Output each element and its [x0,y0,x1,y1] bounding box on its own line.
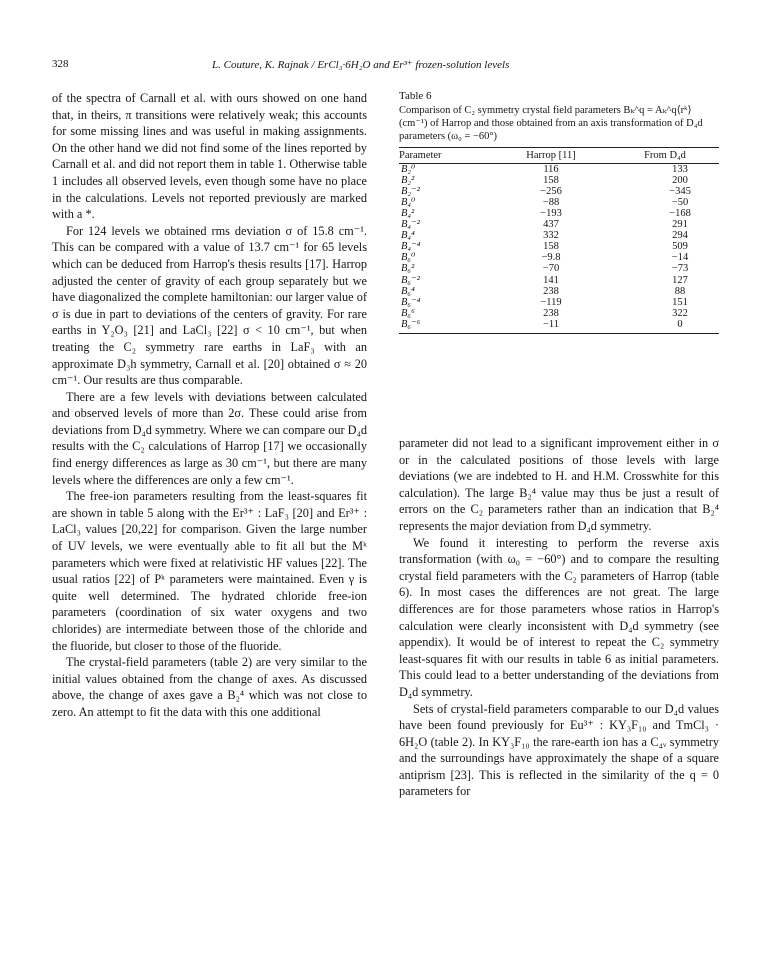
parameter-cell: B₂⁰ [401,163,416,175]
harrop-value-cell: 238 [543,307,559,319]
left-column [52,90,367,721]
d4d-value-cell: 151 [672,296,688,308]
parameter-cell: B₄⁻⁴ [401,241,421,253]
d4d-value-cell: 133 [672,163,688,175]
d4d-value-cell: 200 [672,174,688,186]
harrop-value-cell: 141 [543,274,559,286]
parameter-cell: B₆⁰ [401,252,416,264]
table-row [399,219,719,230]
table-row [399,175,719,186]
table-row [399,186,719,197]
d4d-value-cell: −345 [669,185,691,197]
parameter-cell: B₄⁰ [401,196,416,208]
table-row [399,297,719,308]
parameter-cell: B₂⁻² [401,185,420,197]
harrop-value-cell: −70 [542,263,560,275]
body-paragraph: There are a few levels with deviations between calculated and observed levels of more than 2σ. These could arise from deviations from D₄d symmetry. Where we can compare our D₄d results with the C₂ calculations of Harrop [17] we occasionally find energy differences as large as 30 cm⁻¹, but there are many levels where the differences are only a few cm⁻¹. [52,389,367,487]
body-paragraph: For 124 levels we obtained rms deviation σ of 15.8 cm⁻¹. This can be compared with a value of 13.7 cm⁻¹ for 65 levels which can be deduced from Harrop's thesis results [17]. Harrop adjusted the center of gravity of each group separately but we have diagonalized the complete hamiltonian: our larger value of σ is due in part to deviations of the centers of gravity. For rare earths in Y₂O₃ [21] and LaCl₃ [22] σ < 10 cm⁻¹, but when treating the C₂ symmetry rare earths in LaF₃ with an approximate D₃h symmetry, Carnall et al. [20] obtained σ ≈ 20 cm⁻¹. Our results are thus comparable. [52,223,367,388]
body-paragraph: Sets of crystal-field parameters comparable to our D₄d values have been found previously for Eu³⁺ : KY₃F₁₀ and TmCl₃ · 6H₂O (table 2). In KY₃F₁₀ the rare-earth ion has a C₄ᵥ symmetry and the surroundings have approximately the shape of a square antiprism [23]. This is reflected in the similarity of the q = 0 parameters for [399,701,719,799]
column-header-harrop: Harrop [11] [491,147,611,163]
d4d-value-cell: 294 [672,230,688,242]
column-header-parameter: Parameter [399,147,491,163]
table-6 [399,89,719,334]
table-row [399,230,719,241]
harrop-value-cell: −193 [540,207,562,219]
parameter-cell: B₆⁴ [401,285,415,297]
d4d-value-cell: 322 [672,307,688,319]
body-paragraph: We found it interesting to perform the reverse axis transformation (with ω₀ = −60°) and to compare the resulting crystal field parameters with the C₂ parameters of Harrop (table 6). In most cases the differences are not great. The large differences are for those parameters whose ratios in Harrop's calculation were clearly inconsistent with D₄d symmetry (see appendix). It would be of interest to repeat the C₂ symmetry least-squares fit with our results in table 6 as initial parameters. This could lead to a better understanding of the deviations from D₄d symmetry. [399,535,719,699]
table-row [399,241,719,252]
harrop-value-cell: −256 [540,185,562,197]
parameter-cell: B₄² [401,207,415,219]
harrop-value-cell: 158 [543,174,559,186]
table-row [399,197,719,208]
page-header [0,58,768,74]
table-row [399,319,719,333]
body-paragraph: The crystal-field parameters (table 2) are very similar to the initial values obtained from the change of axes. As discussed above, the change of axes gave a B₂⁴ which was not close to zero. An attempt to fit the data with this one additional [52,655,367,719]
column-header-from-d4d: From D₄d [611,147,719,163]
table-bottom-rule [399,333,719,334]
table-row [399,263,719,274]
harrop-value-cell: 238 [543,285,559,297]
body-paragraph: The free-ion parameters resulting from the least-squares fit are shown in table 5 along with the Er³⁺ : LaF₃ [20] and Er³⁺ : LaCl₃ values [20,22] for comparison. Given the large number of UV levels, we were eventually able to fit all but the Mᵏ parameters which were fixed at relativistic HF values [22]. The usual ratios [22] of Pᵏ parameters were maintained. Even γ is quite well determined. The hydrated chloride free-ion parameters (coordination of six water oxygens and two chlorides) are intermediate between those of the chloride and the fluoride, but closer to those of the fluoride. [52,489,367,653]
parameter-cell: B₆⁻⁴ [401,296,421,308]
page-number: 328 [52,58,69,70]
harrop-value-cell: 332 [543,230,559,242]
parameter-cell: B₄⁻² [401,219,420,231]
harrop-value-cell: −11 [542,318,560,330]
crystal-field-table [399,147,719,333]
parameter-cell: B₄⁴ [401,230,415,242]
d4d-value-cell: 127 [672,274,688,286]
d4d-value-cell: −168 [669,207,691,219]
d4d-value-cell: 291 [672,219,688,231]
parameter-cell: B₂² [401,174,415,186]
table-caption: Comparison of C₂ symmetry crystal field parameters Bₖ^q = Aₖ^q⟨rᵏ⟩ (cm⁻¹) of Harrop and those obtained from an axis transformation of D₄d parameters (ω₀ = −60°) [399,105,703,143]
d4d-value-cell: 88 [674,285,686,297]
body-paragraph: parameter did not lead to a significant improvement either in σ or in the calculated positions of those levels with large deviations (we are indebted to H. and H.M. Crosswhite for this calculation). The large B₂⁴ value may thus be just a result of errors on the C₂ parameters rather than an indication that B₂⁴ represents the major deviation from D₄d symmetry. [399,436,719,533]
harrop-value-cell: 437 [543,219,559,231]
table-header-row [399,147,719,163]
parameter-cell: B₆² [401,263,415,275]
table-row [399,208,719,219]
d4d-value-cell: −50 [671,196,689,208]
table-label: Table 6 [399,90,432,102]
table-row [399,252,719,263]
table-row [399,308,719,319]
d4d-value-cell: −14 [671,252,689,264]
d4d-value-cell: 0 [677,318,683,330]
d4d-value-cell: −73 [671,263,689,275]
harrop-value-cell: 158 [543,241,559,253]
harrop-value-cell: −9.8 [541,252,561,264]
table-row [399,286,719,297]
table-row [399,275,719,286]
parameter-cell: B₆⁶ [401,307,415,319]
harrop-value-cell: −119 [540,296,562,308]
running-title: L. Couture, K. Rajnak / ErCl₃·6H₂O and Er³⁺ frozen-solution levels [212,59,510,71]
harrop-value-cell: 116 [543,163,559,175]
parameter-cell: B₆⁻² [401,274,420,286]
parameter-cell: B₆⁻⁶ [401,318,421,330]
table-row [399,163,719,175]
harrop-value-cell: −88 [542,196,560,208]
d4d-value-cell: 509 [672,241,688,253]
body-paragraph: of the spectra of Carnall et al. with ours showed on one hand that, in theirs, π transitions were relatively weak; this accounts for some missing lines and was useful in making assignments. On the other hand we did not find some of the lines reported by Carnall et al. and did not report them in table 1. Otherwise table 1 includes all observed levels, even though some have no place in the calculations. Levels not reported previously are marked with a *. [52,91,367,222]
right-column [399,435,719,800]
